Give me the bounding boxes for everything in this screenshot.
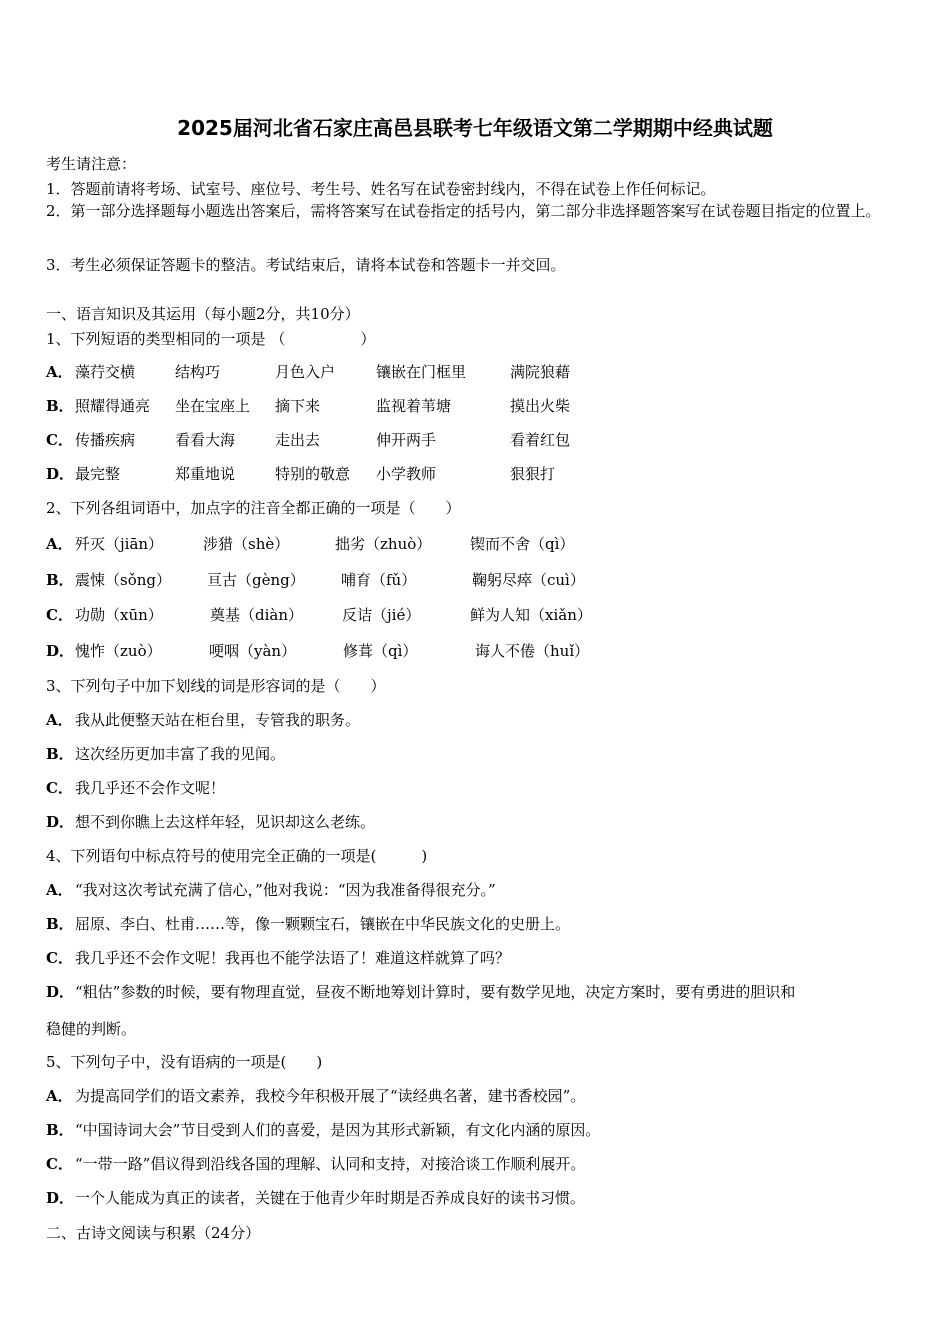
q1-a-cell-4: 镶嵌在门框里 (376, 363, 467, 381)
q4-d-letter: D． (46, 983, 75, 1001)
q3-c-text: 我几乎还不会作文呢！ (75, 779, 226, 797)
q1-a-cell-5: 满院狼藉 (510, 363, 571, 381)
q3-c-letter: C． (46, 779, 73, 797)
q1-d-cell-3: 特别的敬意 (275, 465, 351, 483)
q1-b-cell-3: 摘下来 (275, 397, 321, 415)
q2-stem: 2、下列各组词语中，加点字的注音全都正确的一项是（ ） (46, 499, 461, 517)
q2-a-cell-4: 锲而不舍（qì） (470, 535, 575, 553)
q4-c-letter: C． (46, 949, 73, 967)
q3-d-text: 想不到你瞧上去这样年轻，见识却这么老练。 (75, 813, 376, 831)
q2-b-cell-4: 鞠躬尽瘁（cuì） (472, 571, 585, 589)
q5-c-letter: C． (46, 1155, 73, 1173)
q1-b-cell-1: 照耀得通亮 (75, 397, 151, 415)
q5-a-text: 为提高同学们的语文素养，我校今年积极开展了“读经典名著，建书香校园”。 (75, 1087, 586, 1105)
q5-d-text: 一个人能成为真正的读者，关键在于他青少年时期是否养成良好的读书习惯。 (75, 1189, 586, 1207)
q1-d-cell-1: 最完整 (75, 465, 121, 483)
q2-b-cell-3: 哺育（fǔ） (341, 571, 417, 589)
q1-a-cell-1: 藻荇交横 (75, 363, 136, 381)
notice-item-1: 1．答题前请将考场、试室号、座位号、考生号、姓名写在试卷密封线内，不得在试卷上作任何标记。 (46, 180, 716, 198)
notice-item-2: 2．第一部分选择题每小题选出答案后，需将答案写在试卷指定的括号内，第二部分非选择题答案写在试卷题目指定的位置上。 (46, 202, 881, 220)
q3-d-letter: D． (46, 813, 75, 831)
q1-stem: 1、下列短语的类型相同的一项是 （ ） (46, 330, 376, 348)
q2-b-letter: B． (46, 571, 74, 589)
q4-d-text: “粗估”参数的时候，要有物理直觉，昼夜不断地筹划计算时，要有数学见地，决定方案时，要有勇进的胆识和 (75, 983, 796, 1001)
q5-b-text: “中国诗词大会”节目受到人们的喜爱，是因为其形式新颖，有文化内涵的原因。 (75, 1121, 601, 1139)
q1-c-letter: C． (46, 431, 73, 449)
page-title: 2025届河北省石家庄高邑县联考七年级语文第二学期期中经典试题 (177, 116, 773, 140)
q1-b-cell-2: 坐在宝座上 (175, 397, 251, 415)
q3-a-text: 我从此便整天站在柜台里，专管我的职务。 (75, 711, 361, 729)
q4-b-letter: B． (46, 915, 74, 933)
q4-a-text: “我对这次考试充满了信心，”他对我说：“因为我准备得很充分。” (75, 881, 496, 899)
q3-stem: 3、下列句子中加下划线的词是形容词的是（ ） (46, 677, 386, 695)
q1-a-cell-2: 结构巧 (175, 363, 221, 381)
q2-d-cell-1: 愧怍（zuò） (75, 642, 162, 660)
q1-a-letter: A． (46, 363, 73, 381)
q3-a-letter: A． (46, 711, 73, 729)
q1-c-cell-5: 看着红包 (510, 431, 571, 449)
q5-a-letter: A． (46, 1087, 73, 1105)
q1-b-cell-4: 监视着苇塘 (376, 397, 452, 415)
q2-a-cell-2: 涉猎（shè） (203, 535, 290, 553)
q2-d-cell-2: 哽咽（yàn） (209, 642, 297, 660)
q2-c-letter: C． (46, 606, 73, 624)
q4-a-letter: A． (46, 881, 73, 899)
q2-c-cell-2: 奠基（diàn） (210, 606, 304, 624)
q2-a-letter: A． (46, 535, 73, 553)
q4-d-continuation: 稳健的判断。 (46, 1020, 137, 1038)
section-2-heading: 二、古诗文阅读与积累（24分） (46, 1224, 261, 1242)
q5-b-letter: B． (46, 1121, 74, 1139)
q1-d-cell-2: 郑重地说 (175, 465, 236, 483)
q1-a-cell-3: 月色入户 (275, 363, 336, 381)
q5-stem: 5、下列句子中，没有语病的一项是( ) (46, 1053, 323, 1071)
q1-c-cell-4: 伸开两手 (376, 431, 437, 449)
q1-c-cell-2: 看看大海 (175, 431, 236, 449)
q1-c-cell-1: 传播疾病 (75, 431, 136, 449)
q2-b-cell-1: 震悚（sǒng） (75, 571, 171, 589)
q2-d-letter: D． (46, 642, 75, 660)
notice-heading: 考生请注意： (46, 155, 137, 173)
notice-item-3: 3．考生必须保证答题卡的整洁。考试结束后，请将本试卷和答题卡一并交回。 (46, 256, 566, 274)
q1-d-cell-5: 狠狠打 (510, 465, 556, 483)
q2-c-cell-3: 反诘（jié） (342, 606, 421, 624)
q1-c-cell-3: 走出去 (275, 431, 321, 449)
q2-b-cell-2: 亘古（gèng） (207, 571, 305, 589)
q2-d-cell-4: 诲人不倦（huǐ） (475, 642, 590, 660)
q4-c-text: 我几乎还不会作文呢！我再也不能学法语了！难道这样就算了吗？ (75, 949, 511, 967)
q1-b-letter: B． (46, 397, 74, 415)
q2-d-cell-3: 修葺（qì） (343, 642, 418, 660)
q3-b-letter: B． (46, 745, 74, 763)
q4-b-text: 屈原、李白、杜甫……等，像一颗颗宝石，镶嵌在中华民族文化的史册上。 (75, 915, 571, 933)
q1-d-letter: D． (46, 465, 75, 483)
q5-d-letter: D． (46, 1189, 75, 1207)
q2-a-cell-3: 拙劣（zhuò） (335, 535, 432, 553)
q2-c-cell-1: 功勋（xūn） (75, 606, 163, 624)
q4-stem: 4、下列语句中标点符号的使用完全正确的一项是( ) (46, 847, 428, 865)
q1-d-cell-4: 小学教师 (376, 465, 437, 483)
q1-b-cell-5: 摸出火柴 (510, 397, 571, 415)
q2-a-cell-1: 歼灭（jiān） (75, 535, 164, 553)
section-1-heading: 一、语言知识及其运用（每小题2分，共10分） (46, 305, 360, 323)
q5-c-text: “一带一路”倡议得到沿线各国的理解、认同和支持，对接洽谈工作顺利展开。 (75, 1155, 586, 1173)
q2-c-cell-4: 鲜为人知（xiǎn） (470, 606, 592, 624)
q3-b-text: 这次经历更加丰富了我的见闻。 (75, 745, 286, 763)
